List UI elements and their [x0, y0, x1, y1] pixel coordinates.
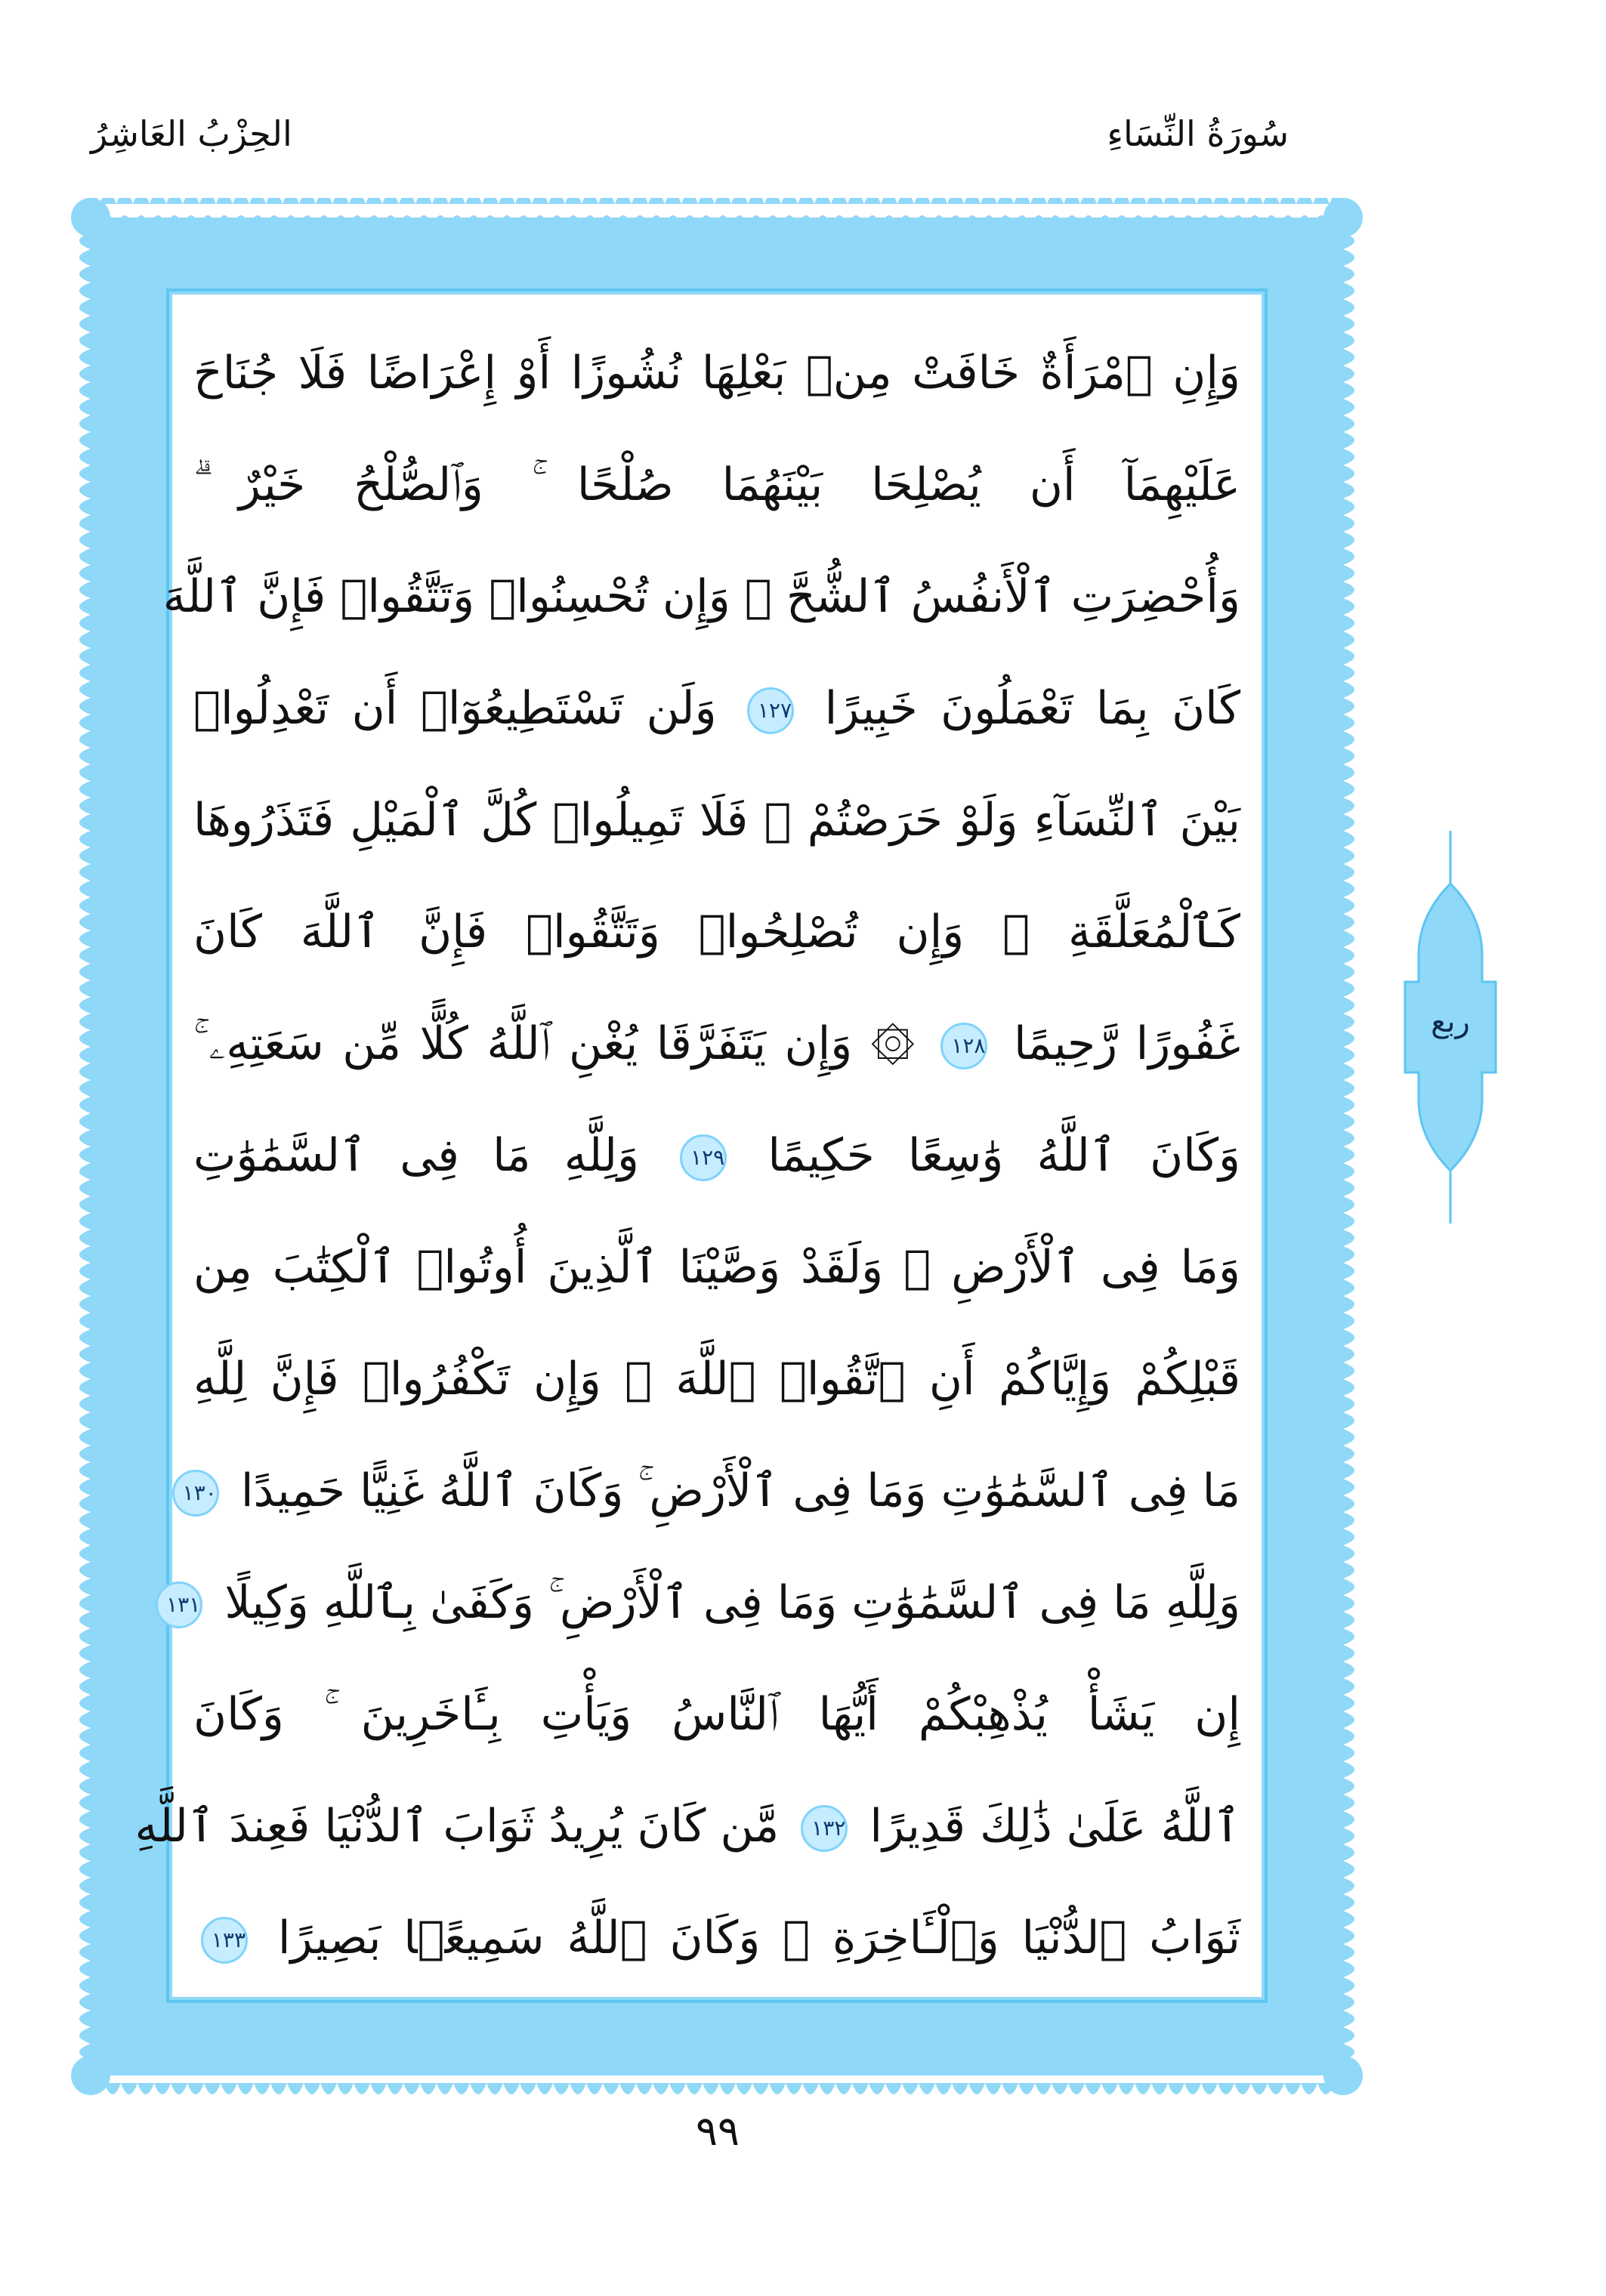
verse-text: بَيْنَ ٱلنِّسَآءِ وَلَوْ حَرَصْتُمْ ۖ فَلَا تَمِيلُوا۟ كُلَّ ٱلْمَيْلِ فَتَذَرُوهَا [193, 794, 1240, 847]
verse-line [193, 764, 1240, 876]
verse-text: عَلَيْهِمَآ أَن يُصْلِحَا بَيْنَهُمَا صُلْحًا ۚ وَٱلصُّلْحُ خَيْرٌ ۗ [193, 458, 1240, 511]
page-header-surah: سُورَةُ النِّسَاءِ [1107, 113, 1289, 154]
verse-line [166, 1547, 1240, 1659]
ayah-number-marker: ١٣١ [156, 1582, 202, 1628]
verse-line [193, 317, 1240, 429]
page-header-hizb: الحِزْبُ العَاشِرُ [91, 113, 292, 154]
ayah-number-marker: ١٢٧ [747, 687, 794, 734]
verse-text: وَكَانَ ٱللَّهُ وَٰسِعًا حَكِيمًا [767, 1129, 1240, 1182]
ayah-number-marker: ١٣٣ [201, 1917, 248, 1964]
verse-line [193, 1323, 1240, 1435]
ayah-number-marker: ١٣٢ [801, 1805, 848, 1852]
ayah-number-marker: ١٣٠ [172, 1470, 219, 1517]
verse-line [134, 1770, 1240, 1882]
verse-text: كَانَ بِمَا تَعْمَلُونَ خَبِيرًا [824, 682, 1241, 735]
verse-text: وَلَن تَسْتَطِيعُوٓا۟ أَن تَعْدِلُوا۟ [193, 682, 717, 735]
verse-text: مَا فِى ٱلسَّمَٰوَٰتِ وَمَا فِى ٱلْأَرْضِ ۚ وَكَانَ ٱللَّهُ غَنِيًّا حَمِيدًا [240, 1464, 1240, 1517]
verse-line [193, 1659, 1240, 1770]
verse-text: وَمَا فِى ٱلْأَرْضِ ۗ وَلَقَدْ وَصَّيْنَا ٱلَّذِينَ أُوتُوا۟ ٱلْكِتَٰبَ مِن [193, 1241, 1240, 1294]
verse-line [193, 1100, 1240, 1211]
verse-text: كَٱلْمُعَلَّقَةِ ۚ وَإِن تُصْلِحُوا۟ وَتَتَّقُوا۟ فَإِنَّ ٱللَّهَ كَانَ [193, 906, 1240, 958]
verse-line [193, 876, 1240, 988]
verse-text: وَإِنِ ٱمْرَأَةٌ خَافَتْ مِنۢ بَعْلِهَا نُشُوزًا أَوْ إِعْرَاضًا فَلَا جُنَاحَ [193, 347, 1240, 400]
verse-text-panel [134, 295, 1262, 1997]
verse-text: إِن يَشَأْ يُذْهِبْكُمْ أَيُّهَا ٱلنَّاسُ وَيَأْتِ بِـَٔاخَرِينَ ۚ وَكَانَ [193, 1688, 1240, 1741]
verse-text: ٱللَّهُ عَلَىٰ ذَٰلِكَ قَدِيرًا [869, 1800, 1240, 1853]
ayah-number-marker: ١٢٨ [940, 1023, 987, 1069]
verse-line [193, 1211, 1240, 1323]
page-number: ٩٩ [695, 2107, 740, 2155]
verse-text: ۞ وَإِن يَتَفَرَّقَا يُغْنِ ٱللَّهُ كُلًّا مِّن سَعَتِهِۦ ۚ [193, 1017, 915, 1070]
verse-text: مَّن كَانَ يُرِيدُ ثَوَابَ ٱلدُّنْيَا فَعِندَ ٱللَّهِ [134, 1800, 780, 1853]
verse-line [193, 1882, 1240, 1994]
verse-text: وَأُحْضِرَتِ ٱلْأَنفُسُ ٱلشُّحَّ ۚ وَإِن تُحْسِنُوا۟ وَتَتَّقُوا۟ فَإِنَّ ٱللَّهَ [162, 570, 1240, 623]
verse-text: قَبْلِكُمْ وَإِيَّاكُمْ أَنِ ٱتَّقُوا۟ ٱللَّهَ ۚ وَإِن تَكْفُرُوا۟ فَإِنَّ لِلَّهِ [193, 1353, 1240, 1406]
verse-line [162, 541, 1240, 653]
verse-text: غَفُورًا رَّحِيمًا [1013, 1017, 1240, 1070]
verse-line [193, 653, 1240, 764]
verse-text: وَلِلَّهِ مَا فِى ٱلسَّمَٰوَٰتِ [193, 1129, 640, 1182]
verse-text: وَلِلَّهِ مَا فِى ٱلسَّمَٰوَٰتِ وَمَا فِى ٱلْأَرْضِ ۚ وَكَفَىٰ بِٱللَّهِ وَكِيلًا [224, 1576, 1240, 1629]
rub-label: ربع [1431, 1004, 1470, 1039]
ayah-number-marker: ١٢٩ [680, 1134, 727, 1181]
verse-line [182, 1435, 1240, 1547]
verse-line [193, 429, 1240, 541]
verse-line [193, 988, 1240, 1100]
verse-text: ثَوَابُ ٱلدُّنْيَا وَٱلْـَٔاخِرَةِ ۚ وَكَانَ ٱللَّهُ سَمِيعًۢا بَصِيرًا [277, 1912, 1241, 1964]
